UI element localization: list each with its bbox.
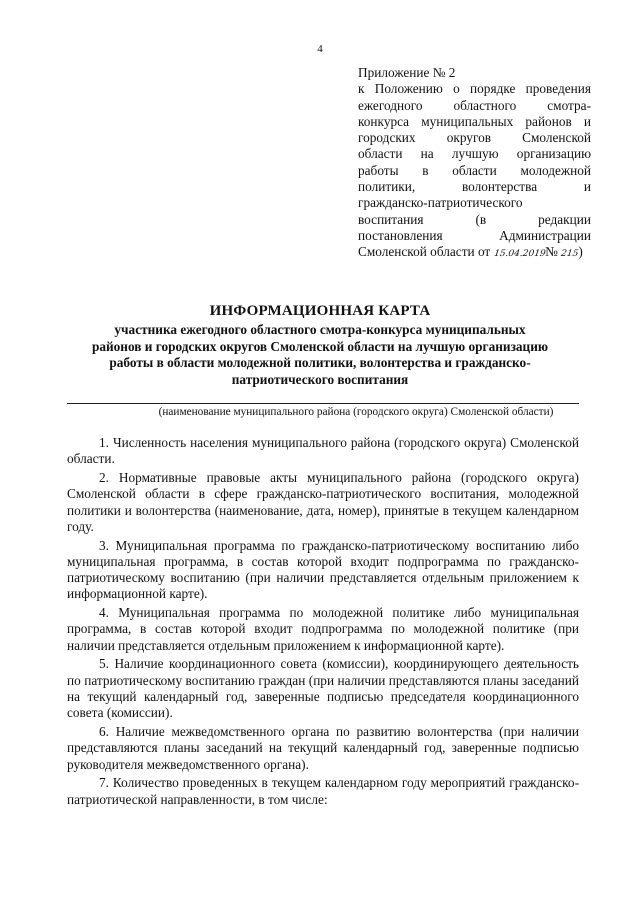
list-item: 3. Муниципальная программа по гражданско-патриотическому воспитанию либо муниципальная программа, в состав которой входит подпрограмма по гражданско-патриотическому воспитанию (при наличии представляется отдельным приложением к информационной карте). [67, 537, 579, 602]
appendix-line: ежегодного областного смотра- [358, 97, 591, 113]
page-number: 4 [317, 43, 323, 55]
items-list [67, 435, 579, 810]
appendix-line: политики, волонтерства и [358, 179, 591, 195]
document-title: ИНФОРМАЦИОННАЯ КАРТА [209, 303, 431, 319]
appendix-line: области на лучшую организацию [358, 146, 591, 162]
list-item: 1. Численность населения муниципального района (городского округа) Смоленской области. [67, 435, 579, 467]
appendix-last-line [358, 244, 591, 262]
appendix-line: постановления Администрации [358, 227, 591, 243]
appendix-line: работы в области молодежной [358, 162, 591, 178]
handwritten-date: 15.04.2019 [492, 249, 546, 260]
underline-caption: (наименование муниципального района (городского округа) Смоленской области) [158, 406, 554, 418]
appendix-line: гражданско-патриотического [358, 195, 523, 211]
name-underline [67, 403, 579, 404]
list-item: 4. Муниципальная программа по молодежной политике либо муниципальная программа, в состав которой входит подпрограмма по молодежной политике (при наличии представляется отдельным приложением к информационной карте). [67, 605, 579, 653]
appendix-line-prefix: Смоленской области от [358, 244, 491, 260]
appendix-line: к Положению о порядке проведения [358, 81, 591, 97]
number-sign: № [545, 244, 558, 260]
appendix-line: городских округов Смоленской [358, 130, 591, 146]
appendix-line: конкурса муниципальных районов и [358, 113, 591, 129]
appendix-line: Приложение № 2 [358, 65, 456, 80]
appendix-line: воспитания (в редакции [358, 211, 591, 227]
appendix-block [358, 65, 591, 263]
handwritten-number: 215 [560, 249, 580, 260]
list-item: 6. Наличие межведомственного органа по развитию волонтерства (при наличии представляются планы заседаний на текущий календарный год, заверенные подписью руководителя межведомственного органа). [67, 724, 579, 772]
list-item: 5. Наличие координационного совета (комиссии), координирующего деятельность по патриотическому воспитанию граждан (при наличии представляются планы заседаний на текущий календарный год, заверенные подписью председателя координационного совета (комиссии). [67, 656, 579, 721]
list-item: 2. Нормативные правовые акты муниципального района (городского округа) Смоленской области в сфере гражданско-патриотического воспитания, молодежной политики и волонтерства (наименование, дата, номер), принятые в текущем календарном году. [67, 469, 579, 534]
list-item: 7. Количество проведенных в текущем календарном году мероприятий гражданско-патриотической направленности, в том числе: [67, 775, 579, 807]
closing-paren: ) [578, 244, 583, 260]
document-subtitle: участника ежегодного областного смотра-конкурса муниципальных районов и городских округов Смоленской области на лучшую организацию работы в области молодежной политики, волонтерства и гражданско-патриотического воспитания [91, 322, 549, 387]
